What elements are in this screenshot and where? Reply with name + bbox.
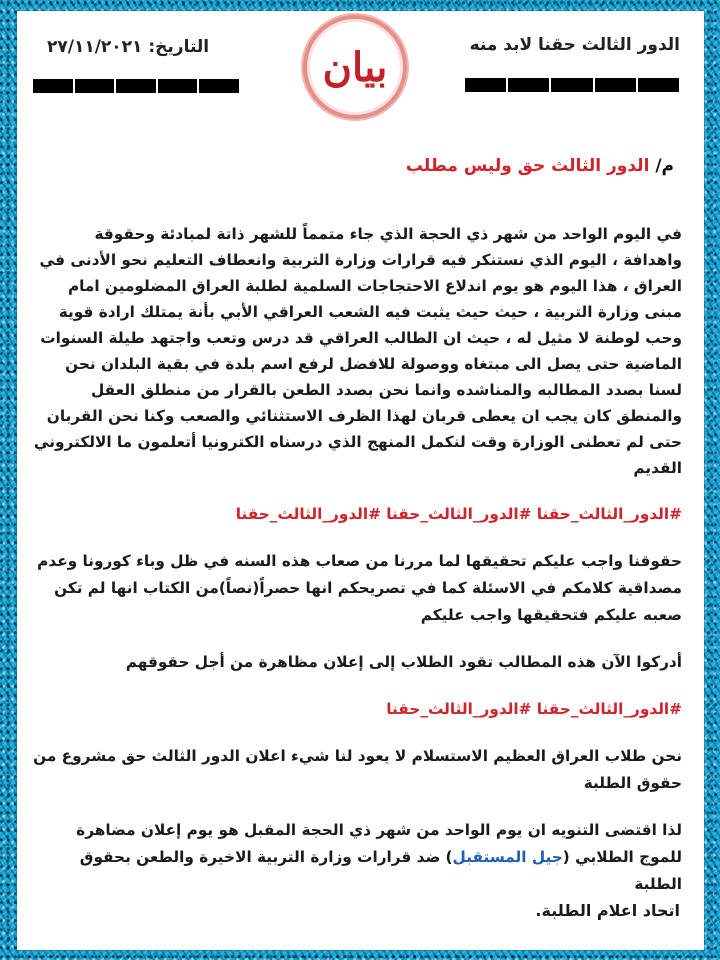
header-slogan: الدور الثالث حقنا لابد منه <box>469 35 680 55</box>
announcement-end: ) ضد قرارات وزارة التربية الاخيرة والطعن بحقوق الطلبة <box>79 848 682 893</box>
document-page <box>17 11 704 950</box>
date-label: التاريخ: <box>148 37 210 57</box>
redaction-bar-left <box>33 79 239 93</box>
hashtag-line-2: #الدور_الثالث_حقنا #الدور_الثالث_حقنا <box>386 700 682 718</box>
subject-prefix: م/ <box>655 156 674 176</box>
hashtag-line-1: #الدور_الثالث_حقنا #الدور_الثالث_حقنا #الدور_الثالث_حقنا <box>235 505 682 523</box>
redaction-bar-right <box>465 78 679 92</box>
paragraph-announcement <box>33 817 682 898</box>
announcement-start: لذا اقتضى التنويه ان يوم الواحد من شهر ذي الحجة المقبل هو يوم إعلان مضاهرة للموج الطلابي ( <box>76 821 682 866</box>
statement-seal <box>303 15 407 119</box>
subject-line <box>406 156 674 176</box>
header-date <box>47 37 209 57</box>
paragraph-students: نحن طلاب العراق العظيم الاستسلام لا يعود لنا شيء اعلان الدور الثالث حق مشروع من حقوق الطلبة <box>33 747 682 792</box>
paragraph-demands: أدركوا الآن هذه المطالب تقود الطلاب إلى إعلان مظاهرة من أجل حقوقهم <box>125 653 682 671</box>
paragraph-rights: حقوقنا واجب عليكم تحقيقها لما مررنا من صعاب هذه السنه في ظل وباء كورونا وعدم مصداقية كلامكم في الاسئلة كما في تصريحكم انها حصراً(نصاً)من الكتاب انها لم تكن صعبه عليكم فتحقيقها واجب عليكم <box>37 552 682 624</box>
subject-title: الدور الثالث حق وليس مطلب <box>405 156 650 176</box>
date-value: ٢٧/١١/٢٠٢١ <box>47 37 143 57</box>
signature: اتحاد اعلام الطلبة. <box>535 901 680 920</box>
statement-body <box>33 221 682 918</box>
paragraph-intro: في اليوم الواحد من شهر ذي الحجة الذي جاء متمماً للشهر ذاتة لمبادئة وحقوقة واهدافة ، اليوم الذي نستنكر فيه قرارات وزارة التربية وانعطاف التعليم نحو الأدنى في العراق ، هذا اليوم هو يوم اندلاع الاحتجاجات السلمية لطلبة العراق المضلومين امام مبنى وزارة التربية ، حيث حيث يثبت فيه الشعب العراقي الأبي بأنة يمتلك ارادة قوية وحب لوطنة لا مثيل له ، حيث ان الطالب العراقي قد درس وتعب واجتهد طيلة السنوات الماضية حتى يصل الى مبتغاه ووصولة للافضل لرفع اسم بلدة في بقية البلدان نحن لسنا بصدد المطالبه والمناشده وانما نحن بصدد الطعن بالقرار من منطلق العقل والمنطق كان يجب ان يعطى قربان لهذا الظرف الاستثنائي والصعب وكنا نحن القربان حتى لم تعطنى الوزارة وقت لنكمل المنهج الذي درسناه الكترونيا أتعلمون ما الالكتروني القديم <box>33 225 682 477</box>
announcement-highlight: جيل المستقبل <box>452 848 563 866</box>
seal-text: بيان <box>322 43 388 91</box>
